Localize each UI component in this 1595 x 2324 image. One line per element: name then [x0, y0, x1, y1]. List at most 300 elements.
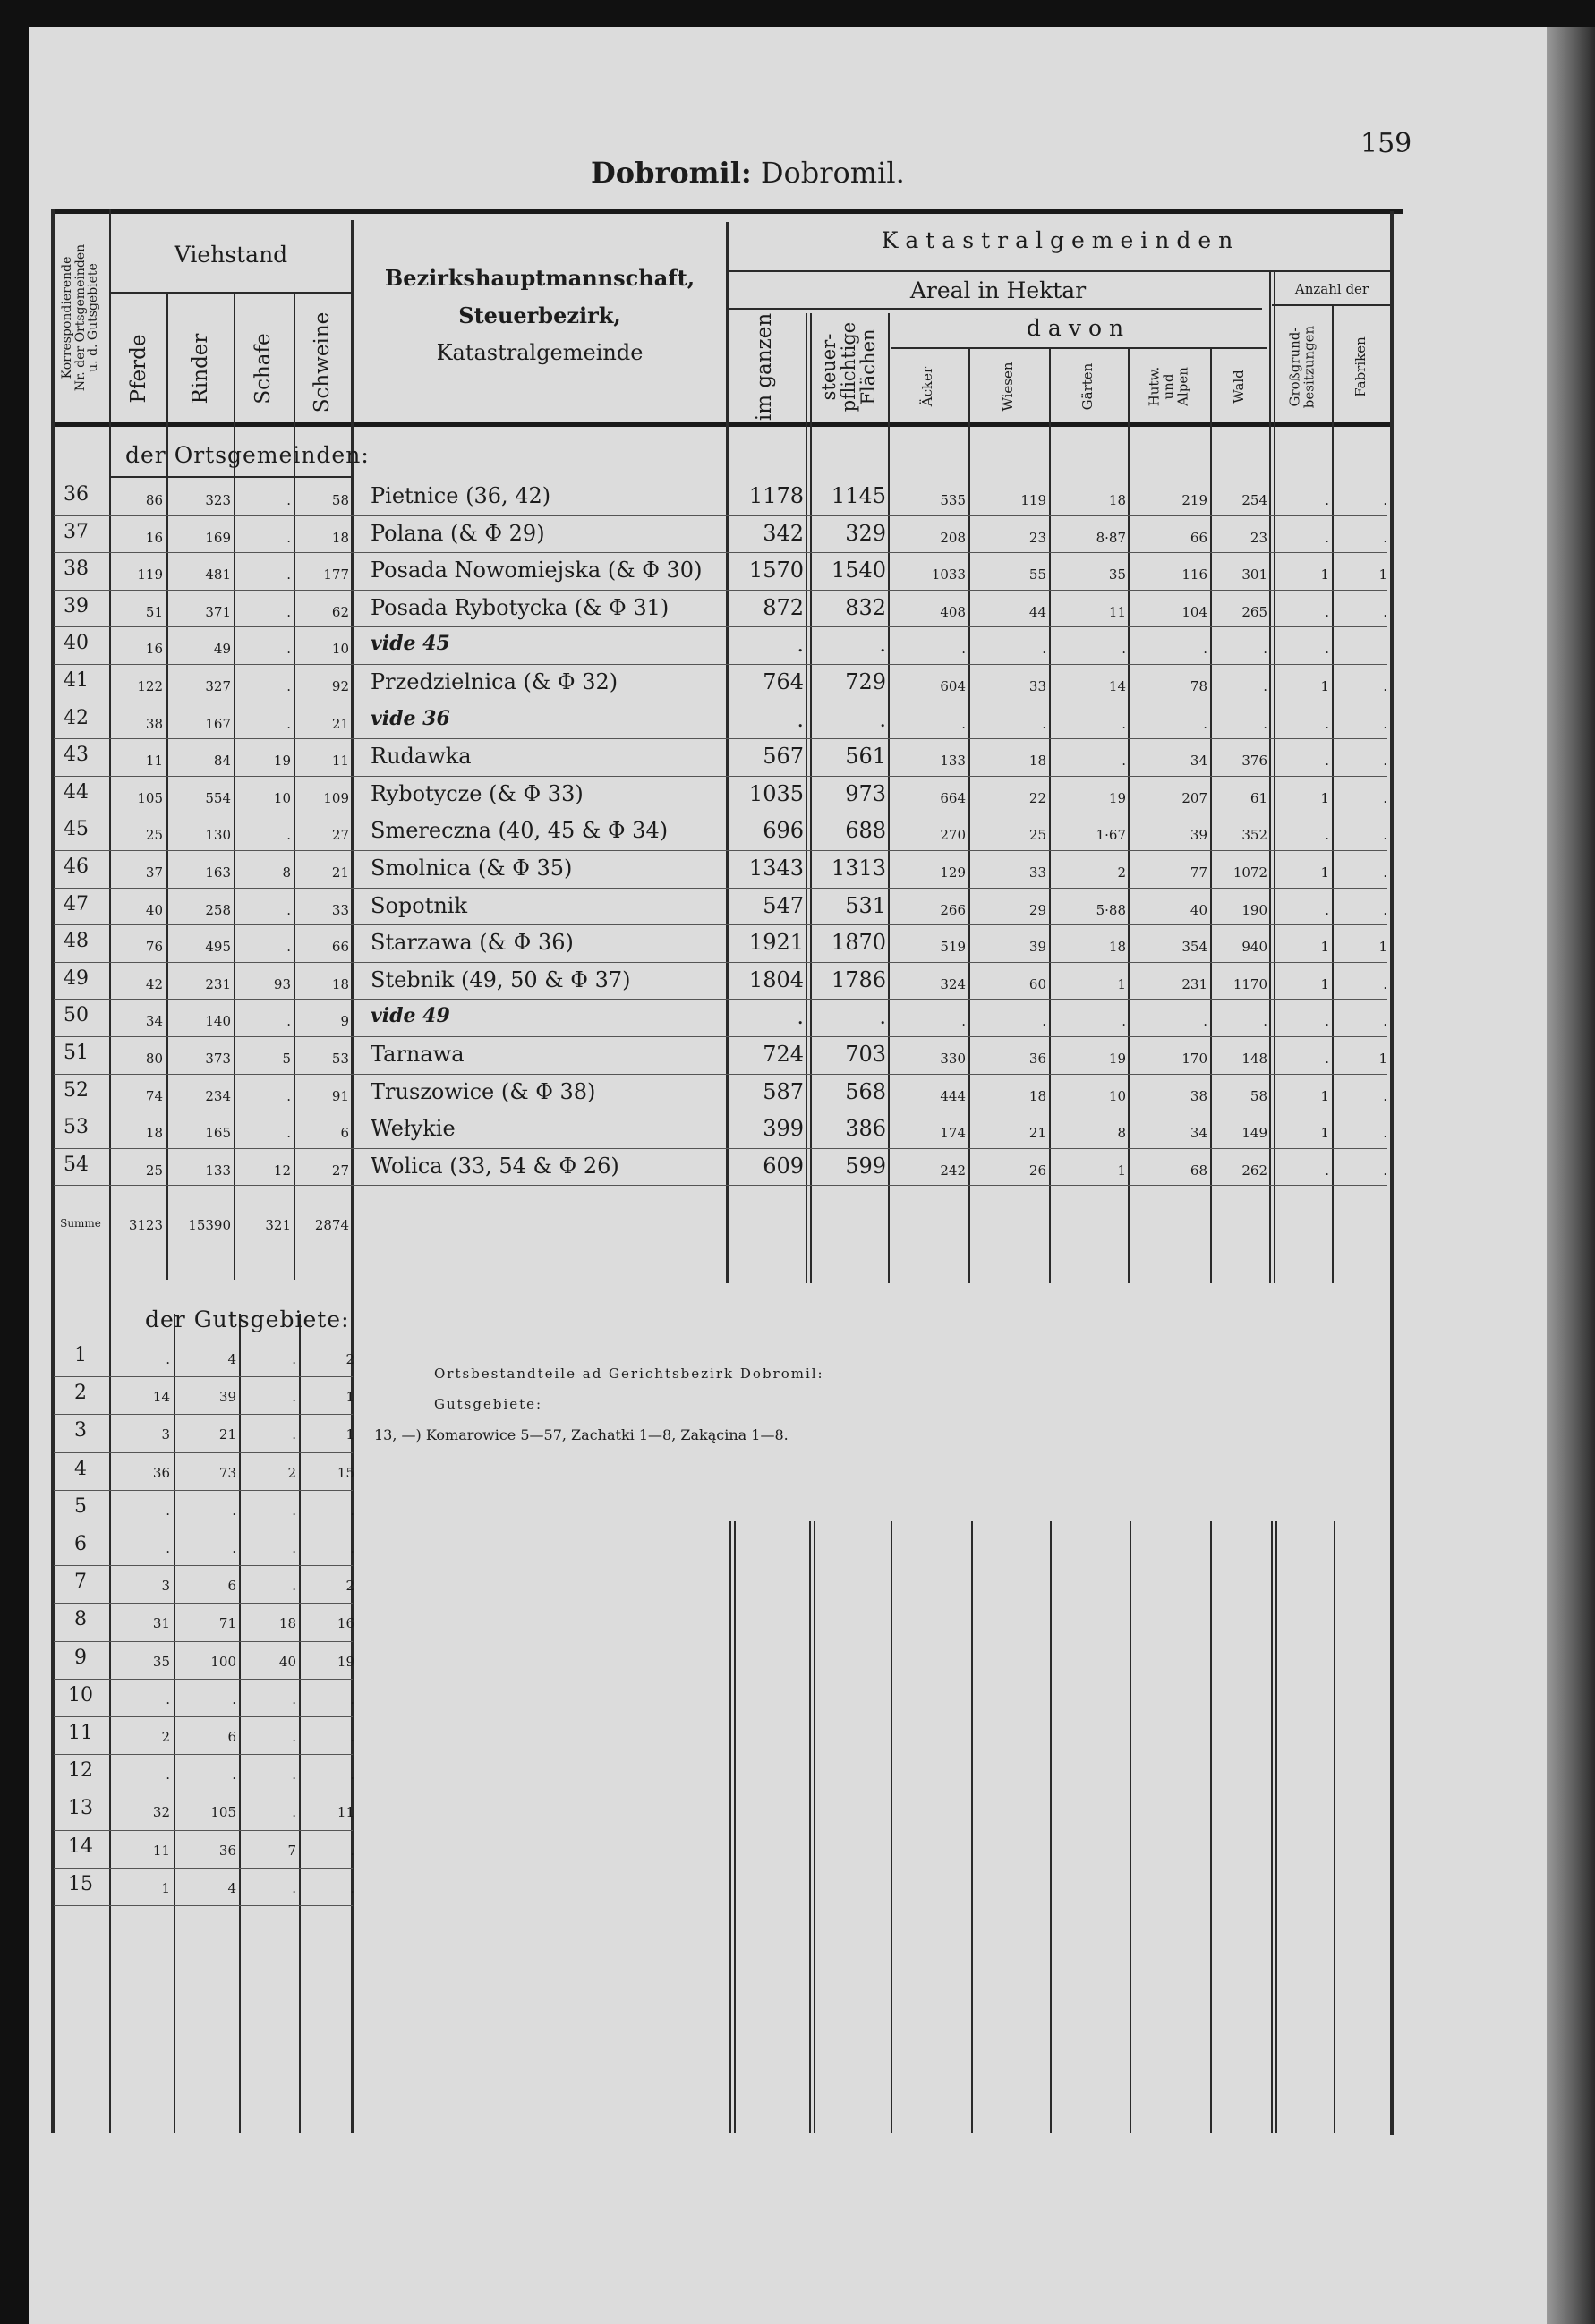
guts-nr: 11 [68, 1722, 93, 1744]
row-fabriken: . [1383, 864, 1387, 881]
areal-rule [729, 308, 1262, 310]
header-areal: Areal in Hektar [909, 277, 1087, 303]
row-im-ganzen: 764 [763, 669, 804, 694]
row-katastralgemeinde: vide 45 [371, 632, 450, 656]
guts-nr: 3 [74, 1419, 87, 1443]
row-hutw: 116 [1181, 566, 1207, 583]
row-acker: 444 [940, 1087, 966, 1104]
row-nr: 37 [64, 520, 89, 543]
row-pferde: 122 [137, 678, 163, 694]
guts-pferde: 32 [152, 1804, 170, 1821]
guts-schweine: . [350, 1879, 354, 1896]
row-rinder: 130 [205, 827, 231, 844]
header-steuer-line2: pflichtige [837, 321, 859, 413]
header-fabriken: Fabriken [1352, 336, 1369, 397]
guts-rinder: 6 [227, 1729, 236, 1745]
row-acker: . [961, 715, 966, 732]
row-steuerpflichtig: 973 [845, 780, 886, 806]
row-hutw: 66 [1190, 529, 1207, 546]
guts-rinder: 73 [218, 1464, 236, 1481]
row-katastralgemeinde: Truszowice (& Φ 38) [371, 1078, 596, 1104]
row-rule [54, 962, 1387, 963]
guts-nr: 6 [74, 1533, 87, 1555]
row-fabriken: . [1383, 1125, 1387, 1142]
row-grossgrund: 1 [1320, 566, 1329, 583]
row-grossgrund: . [1325, 1013, 1329, 1030]
header-bezirk-line3: Katastralgemeinde [436, 340, 644, 365]
row-nr: 48 [64, 930, 89, 953]
row-wald: 265 [1241, 603, 1267, 620]
col-line [806, 313, 807, 1283]
row-pferde: 18 [145, 1125, 163, 1142]
row-acker: 174 [940, 1125, 966, 1142]
header-katastral: Katastralgemeinden [881, 227, 1241, 253]
row-katastralgemeinde: Starzawa (& Φ 36) [371, 930, 574, 956]
guts-pferde: . [166, 1351, 170, 1367]
row-nr: 53 [64, 1116, 89, 1139]
row-hutw: 231 [1181, 975, 1207, 992]
row-grossgrund: . [1325, 529, 1329, 546]
row-pferde: 34 [145, 1013, 163, 1030]
guts-pferde: 31 [152, 1615, 170, 1632]
row-rule [54, 1414, 353, 1415]
guts-pferde: . [166, 1540, 170, 1556]
row-im-ganzen: 1343 [748, 856, 804, 881]
row-rule [54, 1452, 353, 1453]
row-grossgrund: 1 [1320, 789, 1329, 806]
row-grossgrund: . [1325, 492, 1329, 508]
row-rule [54, 552, 1387, 553]
row-im-ganzen: 587 [763, 1078, 804, 1104]
row-steuerpflichtig: 832 [845, 594, 886, 620]
row-nr: 51 [64, 1042, 89, 1064]
katastral-rule [729, 270, 1392, 272]
row-wald: 262 [1241, 1162, 1267, 1179]
row-steuerpflichtig: 688 [845, 818, 886, 844]
col-line [729, 1521, 731, 2133]
row-acker: 535 [940, 492, 966, 508]
row-acker: 324 [940, 975, 966, 992]
row-gaerten: . [1122, 641, 1126, 658]
row-schweine: 21 [331, 864, 349, 881]
summe-pferde: 3123 [128, 1217, 163, 1233]
row-wiesen: 33 [1028, 678, 1046, 694]
table-top-rule [51, 209, 1403, 214]
guts-rinder: 100 [210, 1653, 236, 1670]
row-nr: 54 [64, 1153, 89, 1176]
guts-schweine: 15 [337, 1464, 354, 1481]
viehstand-rule [111, 292, 351, 294]
row-schweine: 9 [340, 1013, 349, 1030]
summe-rinder: 15390 [188, 1217, 231, 1233]
header-bezirk-line2: Steuerbezirk, [458, 302, 621, 328]
row-gaerten: 1·67 [1096, 827, 1126, 844]
row-hutw: 77 [1190, 864, 1207, 881]
row-grossgrund: . [1325, 901, 1329, 918]
row-im-ganzen: 342 [763, 520, 804, 546]
col-line [1049, 349, 1051, 1283]
col-line [814, 1521, 815, 2133]
row-katastralgemeinde: Smolnica (& Φ 35) [371, 856, 573, 881]
row-im-ganzen: 872 [763, 594, 804, 620]
guts-nr: 15 [68, 1872, 93, 1895]
row-schweine: 62 [331, 603, 349, 620]
row-schafe: 10 [273, 789, 291, 806]
guts-schafe: . [292, 1540, 296, 1556]
row-rule [54, 1490, 353, 1491]
row-rinder: 165 [205, 1125, 231, 1142]
col-line [1334, 1521, 1335, 2133]
row-katastralgemeinde: Smereczna (40, 45 & Φ 34) [371, 818, 669, 844]
row-grossgrund: . [1325, 827, 1329, 844]
guts-nr: 4 [74, 1457, 87, 1480]
row-rinder: 481 [205, 566, 231, 583]
row-acker: 208 [940, 529, 966, 546]
col-line [1128, 349, 1130, 1283]
col-line [888, 313, 890, 1283]
row-schweine: 109 [323, 789, 349, 806]
row-gaerten: . [1122, 753, 1126, 770]
row-grossgrund: 1 [1320, 864, 1329, 881]
guts-nr: 12 [68, 1759, 93, 1783]
row-wald: 58 [1250, 1087, 1267, 1104]
guts-schweine: 11 [337, 1804, 354, 1821]
section-ortsgemeinden: der Ortsgemeinden: [125, 442, 370, 468]
row-wald: 301 [1241, 566, 1267, 583]
row-gaerten: 19 [1108, 1051, 1126, 1067]
row-gaerten: 8·87 [1096, 529, 1126, 546]
row-rinder: 234 [205, 1087, 231, 1104]
guts-schafe: . [292, 1766, 296, 1783]
row-schweine: 91 [331, 1087, 349, 1104]
row-acker: 242 [940, 1162, 966, 1179]
row-schweine: 53 [331, 1051, 349, 1067]
row-im-ganzen: 1178 [748, 483, 804, 508]
row-rinder: 167 [205, 715, 231, 732]
row-pferde: 74 [145, 1087, 163, 1104]
row-pferde: 105 [137, 789, 163, 806]
page-edge-shadow [1547, 27, 1595, 2324]
row-hutw: 104 [1181, 603, 1207, 620]
header-hutw [1147, 367, 1190, 407]
row-pferde: 80 [145, 1051, 163, 1067]
row-steuerpflichtig: 729 [845, 669, 886, 694]
row-grossgrund: 1 [1320, 1087, 1329, 1104]
row-wiesen: 25 [1028, 827, 1046, 844]
row-fabriken: 1 [1378, 1051, 1387, 1067]
row-acker: 1033 [931, 566, 966, 583]
header-hutw-line3: Alpen [1173, 367, 1190, 406]
row-steuerpflichtig: 1145 [831, 483, 886, 508]
row-rinder: 49 [213, 641, 231, 658]
row-schweine: 18 [331, 975, 349, 992]
row-fabriken: . [1383, 1013, 1387, 1030]
row-pferde: 40 [145, 901, 163, 918]
row-wiesen: . [1042, 715, 1046, 732]
row-nr: 42 [64, 706, 89, 729]
guts-rinder: . [232, 1502, 236, 1519]
col-line [809, 1521, 811, 2133]
row-rinder: 140 [205, 1013, 231, 1030]
row-gaerten: 35 [1108, 566, 1126, 583]
row-schweine: 66 [331, 939, 349, 956]
row-rule [54, 1074, 1387, 1075]
row-schafe: . [286, 901, 291, 918]
col-line [1210, 349, 1212, 1283]
header-gross-line1: Großgrund- [1286, 327, 1303, 407]
guts-pferde: . [166, 1690, 170, 1707]
guts-schafe: . [292, 1879, 296, 1896]
row-rinder: 133 [205, 1162, 231, 1179]
row-acker: . [961, 641, 966, 658]
row-wiesen: 36 [1028, 1051, 1046, 1067]
title-court: Dobromil. [751, 156, 905, 190]
row-schafe: . [286, 1125, 291, 1142]
row-acker: 129 [940, 864, 966, 881]
row-pferde: 25 [145, 827, 163, 844]
guts-pferde: 3 [161, 1426, 170, 1443]
row-wald: 148 [1241, 1051, 1267, 1067]
header-korresp [61, 244, 100, 391]
row-acker: 519 [940, 939, 966, 956]
guts-pferde: 3 [161, 1578, 170, 1595]
row-acker: 408 [940, 603, 966, 620]
row-katastralgemeinde: Sopotnik [371, 892, 468, 918]
row-rule [54, 888, 1387, 889]
header-korresp-line3: u. d. Gutsgebiete [86, 263, 101, 372]
row-nr: 43 [64, 744, 89, 767]
row-wiesen: 33 [1028, 864, 1046, 881]
row-katastralgemeinde: Tarnawa [371, 1042, 465, 1067]
guts-rinder: 4 [227, 1351, 236, 1367]
row-nr: 47 [64, 892, 89, 915]
row-wiesen: . [1042, 641, 1046, 658]
row-grossgrund: . [1325, 1162, 1329, 1179]
row-nr: 46 [64, 856, 89, 878]
row-steuerpflichtig: . [879, 1004, 886, 1030]
col-line [810, 313, 812, 1283]
row-schafe: 19 [273, 753, 291, 770]
guts-schweine: . [350, 1540, 354, 1556]
row-rule [54, 738, 1387, 739]
row-nr: 40 [64, 632, 89, 655]
row-katastralgemeinde: vide 36 [371, 706, 450, 730]
guts-schweine: . [350, 1842, 354, 1859]
guts-pferde: . [166, 1766, 170, 1783]
row-katastralgemeinde: Rybotycze (& Φ 33) [371, 780, 584, 806]
row-hutw: 39 [1190, 827, 1207, 844]
row-fabriken: . [1383, 789, 1387, 806]
row-wald: 23 [1250, 529, 1267, 546]
row-steuerpflichtig: 329 [845, 520, 886, 546]
row-im-ganzen: 547 [763, 892, 804, 918]
row-katastralgemeinde: Posada Nowomiejska (& Φ 30) [371, 558, 703, 583]
row-im-ganzen: 1921 [748, 930, 804, 956]
header-schafe: Schafe [251, 333, 275, 404]
row-pferde: 16 [145, 529, 163, 546]
row-rinder: 371 [205, 603, 231, 620]
guts-schafe: . [292, 1351, 296, 1367]
row-acker: 664 [940, 789, 966, 806]
row-rule [54, 1641, 353, 1642]
guts-rinder: . [232, 1766, 236, 1783]
row-acker: . [961, 1013, 966, 1030]
row-pferde: 11 [145, 753, 163, 770]
row-im-ganzen: . [797, 706, 804, 732]
row-rule [54, 924, 1387, 925]
row-gaerten: 5·88 [1096, 901, 1126, 918]
header-rinder: Rinder [188, 333, 212, 404]
row-grossgrund: . [1325, 715, 1329, 732]
header-wald: Wald [1231, 370, 1248, 404]
row-fabriken: . [1383, 901, 1387, 918]
row-rinder: 258 [205, 901, 231, 918]
row-schweine: 177 [323, 566, 349, 583]
row-steuerpflichtig: 568 [845, 1078, 886, 1104]
row-wiesen: 22 [1028, 789, 1046, 806]
guts-pferde: 1 [161, 1879, 170, 1896]
row-steuerpflichtig: 599 [845, 1153, 886, 1179]
row-acker: 270 [940, 827, 966, 844]
guts-schafe: 18 [278, 1615, 296, 1632]
row-steuerpflichtig: 386 [845, 1116, 886, 1142]
row-grossgrund: . [1325, 603, 1329, 620]
footnote-line2: Gutsgebiete: [434, 1396, 543, 1412]
row-gaerten: 14 [1108, 678, 1126, 694]
header-anzahl: Anzahl der [1294, 281, 1369, 297]
row-katastralgemeinde: Przedzielnica (& Φ 32) [371, 669, 618, 694]
guts-schafe: 7 [287, 1842, 296, 1859]
row-rule [54, 1905, 353, 1906]
row-wald: . [1263, 1013, 1267, 1030]
row-schafe: . [286, 715, 291, 732]
col-line [1130, 1521, 1131, 2133]
row-katastralgemeinde: Wolica (33, 54 & Φ 26) [371, 1153, 619, 1179]
row-acker: 604 [940, 678, 966, 694]
row-grossgrund: 1 [1320, 975, 1329, 992]
header-gaerten: Gärten [1079, 362, 1096, 411]
guts-nr: 2 [74, 1382, 87, 1405]
row-gaerten: 18 [1108, 939, 1126, 956]
guts-schafe: . [292, 1729, 296, 1745]
header-pferde: Pferde [126, 334, 150, 404]
row-wiesen: 119 [1020, 492, 1046, 508]
col-line [1050, 1521, 1052, 2133]
row-steuerpflichtig: 561 [845, 744, 886, 770]
header-bottom-rule [51, 422, 1390, 427]
guts-rinder: 21 [218, 1426, 236, 1443]
row-steuerpflichtig: . [879, 632, 886, 658]
guts-schweine: . [350, 1729, 354, 1745]
header-steuer [819, 322, 878, 412]
page-title [591, 156, 905, 190]
guts-rinder: 71 [218, 1615, 236, 1632]
row-hutw: 354 [1181, 939, 1207, 956]
row-pferde: 76 [145, 939, 163, 956]
guts-schweine: . [350, 1502, 354, 1519]
row-rule [54, 776, 1387, 777]
row-im-ganzen: . [797, 632, 804, 658]
row-fabriken: . [1383, 975, 1387, 992]
row-rinder: 554 [205, 789, 231, 806]
row-im-ganzen: 1570 [748, 558, 804, 583]
row-fabriken: . [1383, 492, 1387, 508]
guts-rinder: 39 [218, 1389, 236, 1406]
row-schafe: . [286, 641, 291, 658]
row-steuerpflichtig: 531 [845, 892, 886, 918]
guts-schweine: 1 [345, 1426, 354, 1443]
row-im-ganzen: 1035 [748, 780, 804, 806]
guts-pferde: 14 [152, 1389, 170, 1406]
section-rule [109, 476, 351, 478]
guts-nr: 1 [74, 1344, 87, 1366]
row-nr: 39 [64, 594, 89, 617]
row-schafe: 8 [282, 864, 291, 881]
row-wiesen: 26 [1028, 1162, 1046, 1179]
row-schweine: 27 [331, 1162, 349, 1179]
row-rule [54, 590, 1387, 591]
guts-schafe: 2 [287, 1464, 296, 1481]
row-hutw: 34 [1190, 753, 1207, 770]
row-acker: 266 [940, 901, 966, 918]
row-hutw: 207 [1181, 789, 1207, 806]
row-gaerten: 18 [1108, 492, 1126, 508]
row-wald: 940 [1241, 939, 1267, 956]
guts-pferde: 11 [152, 1842, 170, 1859]
row-pferde: 42 [145, 975, 163, 992]
row-rinder: 84 [213, 753, 231, 770]
guts-schafe: . [292, 1389, 296, 1406]
guts-nr: 7 [74, 1571, 87, 1594]
row-wiesen: 18 [1028, 753, 1046, 770]
row-rule [54, 850, 1387, 851]
header-hutw-line1: Hutw. [1146, 366, 1163, 407]
row-gaerten: 2 [1117, 864, 1126, 881]
row-im-ganzen: 696 [763, 818, 804, 844]
row-rule [54, 1036, 1387, 1037]
guts-pferde: . [166, 1502, 170, 1519]
col-line [1390, 211, 1394, 2135]
guts-schafe: . [292, 1690, 296, 1707]
header-korresp-line1: Korrespondierende [59, 256, 74, 379]
guts-rinder: 6 [227, 1578, 236, 1595]
row-im-ganzen: 567 [763, 744, 804, 770]
row-fabriken: . [1383, 678, 1387, 694]
row-gaerten: . [1122, 1013, 1126, 1030]
summe-label: Summe [60, 1217, 101, 1230]
row-acker: 330 [940, 1051, 966, 1067]
guts-schafe: . [292, 1502, 296, 1519]
row-pferde: 86 [145, 492, 163, 508]
header-bezirk-line1: Bezirkshauptmannschaft, [384, 265, 695, 291]
row-fabriken: . [1383, 529, 1387, 546]
guts-pferde: 35 [152, 1653, 170, 1670]
row-nr: 49 [64, 966, 89, 990]
row-wiesen: . [1042, 1013, 1046, 1030]
row-schweine: 10 [331, 641, 349, 658]
row-schafe: . [286, 603, 291, 620]
row-grossgrund: . [1325, 641, 1329, 658]
row-nr: 45 [64, 818, 89, 841]
row-rinder: 495 [205, 939, 231, 956]
header-schweine: Schweine [310, 311, 334, 413]
row-grossgrund: . [1325, 1051, 1329, 1067]
row-rule [54, 1376, 353, 1377]
row-steuerpflichtig: 1540 [831, 558, 886, 583]
guts-schafe: 40 [278, 1653, 296, 1670]
header-gross-line2: besitzungen [1301, 325, 1317, 409]
row-fabriken: 1 [1378, 566, 1387, 583]
